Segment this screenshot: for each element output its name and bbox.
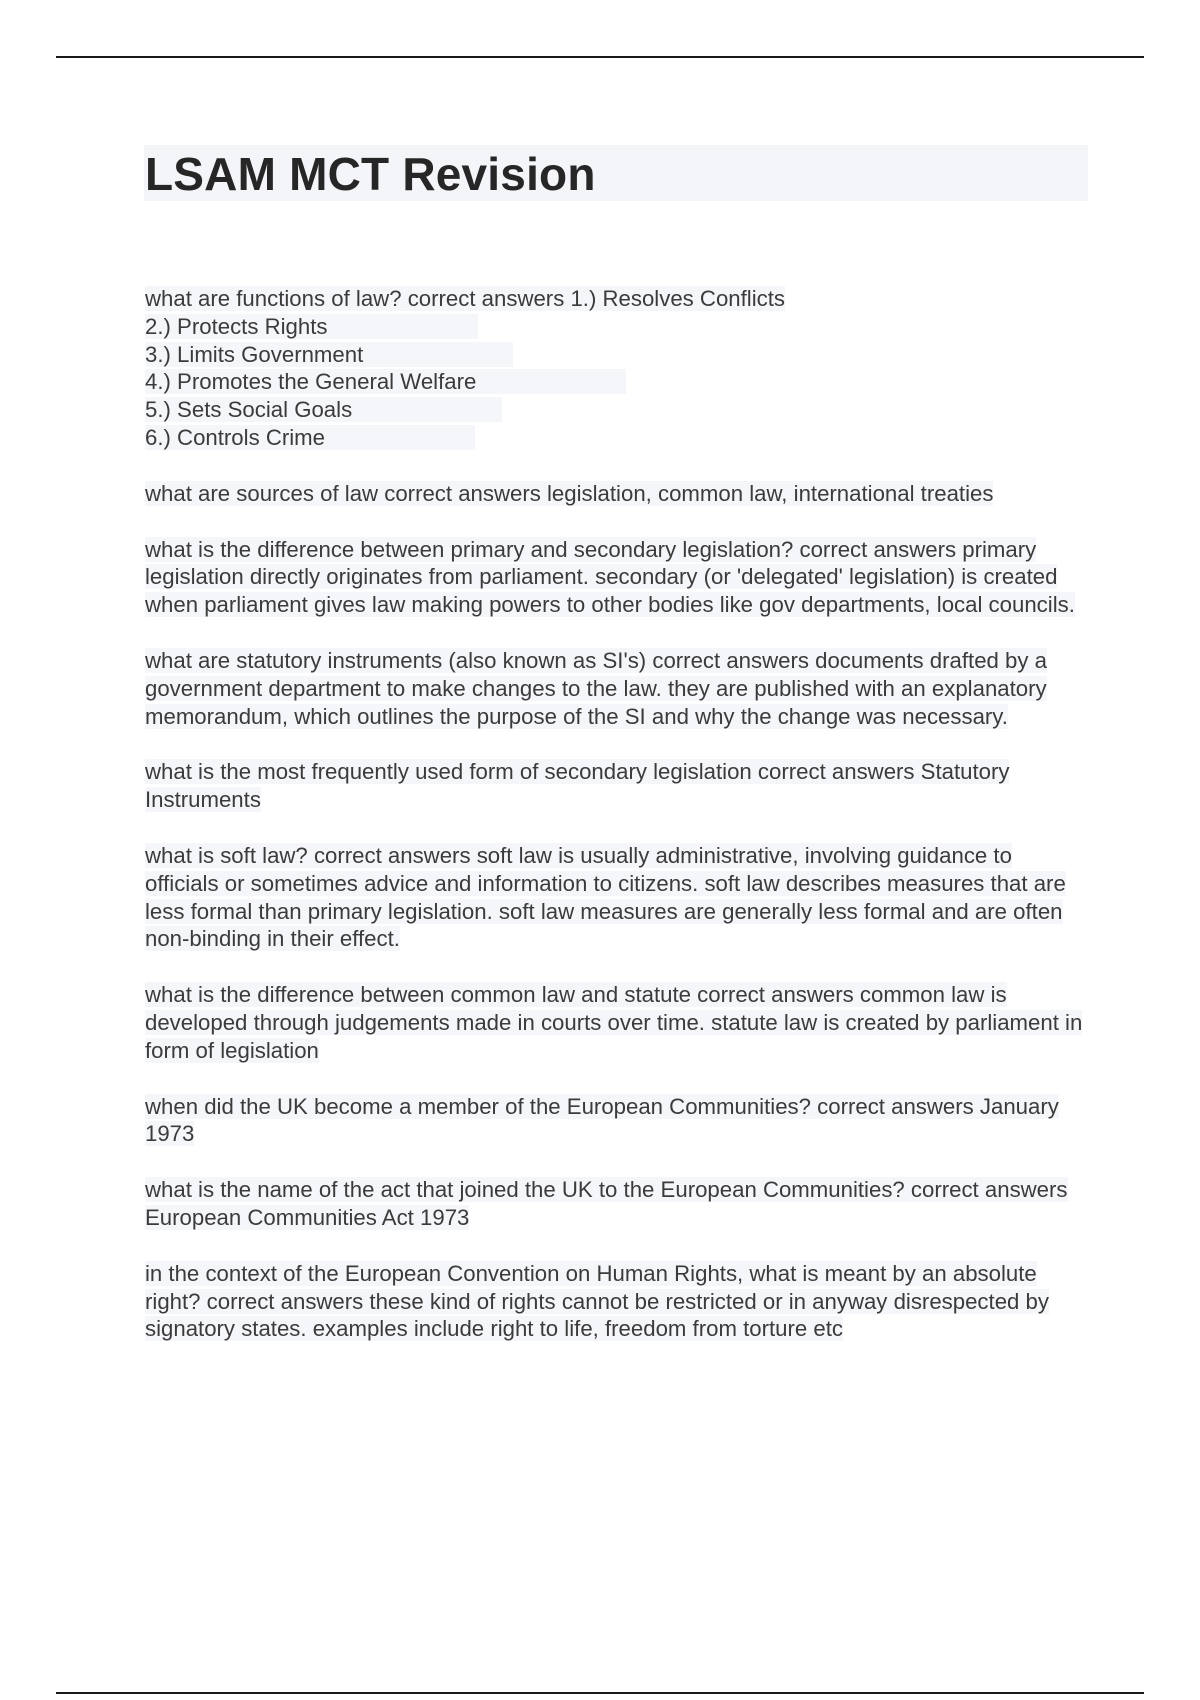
document-title: LSAM MCT Revision <box>145 148 596 200</box>
list-item: 5.) Sets Social Goals <box>145 397 502 422</box>
footer-rule <box>56 1692 1144 1694</box>
qa-uk-ec-membership: when did the UK become a member of the European Communities? correct answers January 1973 <box>145 1093 1059 1147</box>
qa-functions-question: what are functions of law? correct answers 1.) Resolves Conflicts <box>145 286 786 311</box>
qa-soft-law: what is soft law? correct answers soft law is usually administrative, involving guidance to officials or sometimes advice and information to citizens. soft law describes measures that are less formal than primary legislation. soft law measures are generally less formal and are often non-binding in their effect. <box>145 842 1066 952</box>
qa-common-law-vs-statute: what is the difference between common law and statute correct answers common law is developed through judgements made in courts over time. statute law is created by parliament in form of legislation <box>145 982 1083 1063</box>
header-rule <box>56 56 1144 58</box>
list-item: 2.) Protects Rights <box>145 314 478 339</box>
qa-frequent-secondary-legislation: what is the most frequently used form of secondary legislation correct answers Statutory Instruments <box>145 759 1010 813</box>
qa-ec-act: what is the name of the act that joined the UK to the European Communities? correct answers European Communities Act 1973 <box>145 1177 1068 1230</box>
qa-absolute-right: in the context of the European Convention on Human Rights, what is meant by an absolute right? correct answers these kind of rights cannot be restricted or in anyway disrespected by signatory states. examples include right to life, freedom from torture etc <box>145 1260 1049 1342</box>
qa-sources-of-law: what are sources of law correct answers legislation, common law, international treaties <box>145 480 994 506</box>
list-item: 6.) Controls Crime <box>145 425 475 450</box>
qa-primary-secondary-legislation: what is the difference between primary and secondary legislation? correct answers primary legislation directly originates from parliament. secondary (or 'delegated' legislation) is created when parliament gives law making powers to other bodies like gov departments, local councils. <box>145 536 1075 618</box>
list-item: 4.) Promotes the General Welfare <box>145 369 626 394</box>
list-item: 3.) Limits Government <box>145 342 513 367</box>
document-body <box>145 285 1090 1371</box>
qa-statutory-instruments: what are statutory instruments (also known as SI's) correct answers documents drafted by a government department to make changes to the law. they are published with an explanatory memorandum, which outlines the purpose of the SI and why the change was necessary. <box>145 647 1047 729</box>
qa-functions-of-law <box>145 285 1090 452</box>
